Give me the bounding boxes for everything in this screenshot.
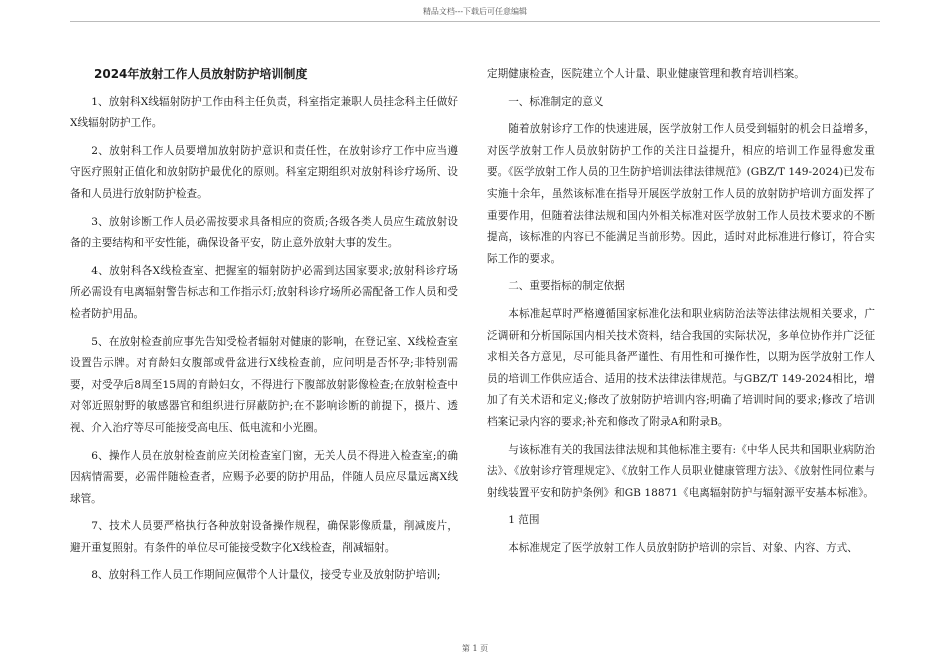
paragraph: 7、技术人员要严格执行各种放射设备操作规程，确保影像质量，削减废片，避开重复照射。有条件的单位尽可能接受数字化X线检查，削减辐射。 — [70, 520, 458, 554]
paragraph: 5、在放射检查前应事先告知受检者辐射对健康的影响，在登记室、X线检查室设置告示牌。对育龄妇女腹部或骨盆进行X线检查前，应问明是否怀孕;非特别需要，对受孕后8周至15周的育龄妇女，不得进行下腹部放射影像检查;在放射检查中对邻近照射野的敏感器官和组织进行屏蔽防护;在不影响诊断的前提下，摄片、透视、介入治疗等尽可能接受高电压、低电流和小光圈。 — [70, 335, 458, 434]
paragraph: 4、放射科各X线检查室、把握室的辐射防护必需到达国家要求;放射科诊疗场所必需设有电离辐射警告标志和工作指示灯;放射科诊疗场所必需配备工作人员和受检者防护用品。 — [70, 264, 458, 320]
section-heading: 一、标准制定的意义 — [508, 95, 604, 108]
right-column — [487, 64, 875, 565]
paragraph: 8、放射科工作人员工作期间应佩带个人计量仪，接受专业及放射防护培训; — [91, 569, 441, 582]
page-number: 第 1 页 — [461, 644, 489, 653]
page-header: 精品文档---下载后可任意编辑 — [422, 7, 528, 16]
paragraph: 与该标准有关的我国法律法规和其他标准主要有:《中华人民共和国职业病防治法》、《放射诊疗管理规定》、《放射工作人员职业健康管理方法》、《放射性同位素与射线装置平安和防护条例》和GB 18871《电离辐射防护与辐射源平安基本标准》。 — [487, 443, 875, 499]
paragraph: 3、放射诊断工作人员必需按要求具备相应的资质;各级各类人员应生疏放射设备的主要结构和平安性能，确保设备平安，防止意外放射大事的发生。 — [70, 215, 458, 250]
paragraph: 随着放射诊疗工作的快速进展，医学放射工作人员受到辐射的机会日益增多，对医学放射工作人员放射防护工作的关注日益提升，相应的培训工作显得愈发重要。《医学放射工作人员的卫生防护培训法律法律规范》(GBZ/T 149-2024)已发布实施十余年，虽然该标准在指导开展医学放射工作人员的放射防护培训方面发挥了重要作用，但随着法律法规和国内外相关标准对医学放射工作人员技术要求的不断提高，该标准的内容已不能满足当前形势。因此，适时对此标准进行修订，符合实际工作的要求。 — [487, 123, 875, 265]
paragraph: 本标准规定了医学放射工作人员放射防护培训的宗旨、对象、内容、方式、 — [508, 541, 858, 554]
document-title: 2024年放射工作人员放射防护培训制度 — [94, 67, 308, 81]
section-heading: 二、重要指标的制定依据 — [508, 280, 625, 293]
paragraph: 本标准起草时严格遵循国家标准化法和职业病防治法等法律法规相关要求，广泛调研和分析国际国内相关技术资料，结合我国的实际状况，多单位协作并广泛征求相关各方意见，尽可能具备严谨性、有用性和可操作性，以期为医学放射工作人员的培训工作供应适合、适用的技术法律法律规范。与GBZ/T 149-2024相比，增加了有关术语和定义;修改了放射防护培训内容;明确了培训时间的要求;修改了培训档案记录内容的要求;补充和修改了附录A和附录B。 — [487, 307, 875, 428]
paragraph: 2、放射科工作人员要增加放射防护意识和责任性，在放射诊疗工作中应当遵守医疗照射正值化和放射防护最优化的原则。科室定期组织对放射科诊疗场所、设备和人员进行放射防护检查。 — [70, 144, 458, 200]
header-rule — [70, 21, 880, 22]
section-heading: 1 范围 — [508, 514, 540, 527]
paragraph: 6、操作人员在放射检查前应关闭检查室门窗，无关人员不得进入检查室;的确因病情需要，必需伴随检查者，应赐予必要的防护用品，伴随人员应尽量远离X线球管。 — [70, 449, 458, 505]
left-column — [70, 64, 458, 593]
paragraph: 定期健康检查，医院建立个人计量、职业健康管理和教育培训档案。 — [487, 68, 805, 80]
paragraph: 1、放射科X线辐射防护工作由科主任负责，科室指定兼职人员挂念科主任做好X线辐射防护工作。 — [70, 95, 458, 130]
